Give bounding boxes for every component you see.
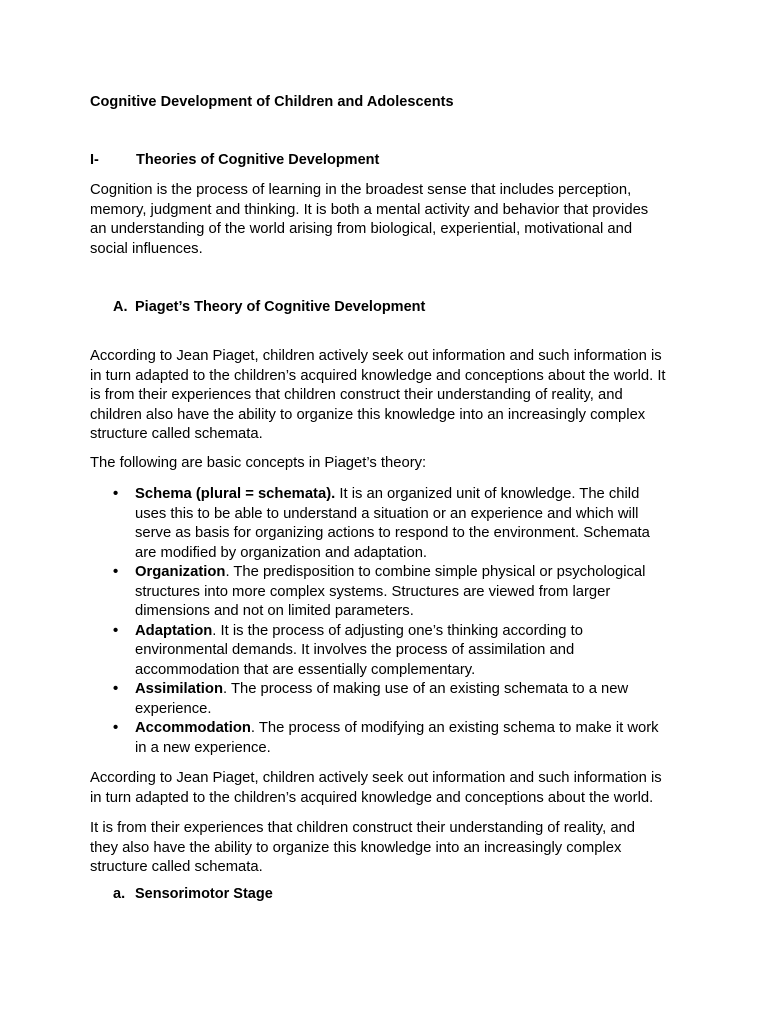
concept-text: . It is the process of adjusting one’s thinking according to (212, 622, 583, 639)
document-title: Cognitive Development of Children and Adolescents (90, 94, 454, 110)
text-line: environmental demands. It involves the process of assimilation and (135, 642, 575, 658)
bullet-icon: • (113, 622, 119, 639)
text-line: memory, judgment and thinking. It is both a mental activity and behavior that provides (90, 201, 649, 218)
section-heading (90, 152, 379, 168)
concepts-intro: The following are basic concepts in Piaget’s theory: (90, 455, 427, 471)
text-line: in a new experience. (135, 739, 271, 756)
list-item (90, 719, 690, 758)
subsection-marker: A. (113, 299, 128, 315)
section-title: Theories of Cognitive Development (136, 152, 380, 168)
subsection-title: Sensorimotor Stage (135, 886, 273, 902)
text-line: uses this to be able to understand a situation or an experience and which will (135, 505, 639, 522)
text-line: According to Jean Piaget, children actively seek out information and such information is (90, 770, 662, 786)
text-line: in turn adapted to the children’s acquired knowledge and conceptions about the world. (90, 789, 654, 806)
text-line: accommodation that are essentially complementary. (135, 661, 476, 678)
section-number: I- (90, 152, 99, 168)
concept-term: Adaptation (135, 622, 213, 639)
text-line: serve as basis for organizing actions to respond to the environment. Schemata (135, 525, 650, 541)
concept-text: . The process of modifying an existing schema to make it work (250, 720, 659, 736)
intro-paragraph (90, 181, 690, 259)
text-line: are modified by organization and adaptation. (135, 544, 428, 561)
text-line: According to Jean Piaget, children actively seek out information and such information is (90, 348, 662, 364)
concepts-list (90, 485, 690, 758)
concept-text: . The process of making use of an existing schemata to a new (222, 681, 629, 697)
text-line: social influences. (90, 240, 203, 257)
piaget-paragraph (90, 347, 690, 445)
experience-paragraph (90, 819, 690, 878)
subsection-heading-sensorimotor (113, 886, 273, 902)
text-line: structure called schemata. (90, 426, 263, 442)
bullet-icon: • (113, 564, 119, 580)
text-line: they also have the ability to organize this knowledge into an increasingly complex (90, 839, 622, 856)
text-line: It is from their experiences that children construct their understanding of reality, and (90, 820, 636, 836)
concept-term: Accommodation (135, 720, 251, 736)
text-line: structures into more complex systems. Structures are viewed from larger (135, 583, 611, 600)
text-line: in turn adapted to the children’s acquired knowledge and conceptions about the world. It (90, 367, 666, 384)
text-line: structure called schemata. (90, 859, 263, 875)
list-item (90, 485, 690, 563)
concept-text: . The predisposition to combine simple physical or psychological (225, 564, 646, 580)
concept-term: Schema (plural = schemata). (135, 486, 336, 502)
concept-text: It is an organized unit of knowledge. The child (335, 486, 640, 502)
bullet-icon: • (113, 486, 119, 502)
bullet-icon: • (113, 720, 119, 736)
text-line: an understanding of the world arising from biological, experiential, motivational and (90, 221, 633, 237)
subsection-heading-a (113, 299, 425, 315)
repeat-paragraph (90, 769, 690, 808)
concept-term: Assimilation (135, 681, 223, 697)
text-line: experience. (135, 700, 212, 717)
text-line: dimensions and not on limited parameters. (135, 603, 414, 619)
concept-term: Organization (135, 564, 226, 580)
list-item (90, 622, 690, 681)
text-line: children also have the ability to organize this knowledge into an increasingly complex (90, 406, 646, 423)
subsection-marker: a. (113, 886, 126, 902)
text-line: Cognition is the process of learning in the broadest sense that includes perception, (90, 182, 632, 198)
subsection-title: Piaget’s Theory of Cognitive Development (135, 299, 426, 315)
bullet-icon: • (113, 681, 119, 697)
list-item (90, 563, 690, 622)
list-item (90, 680, 690, 719)
text-line: is from their experiences that children construct their understanding of reality, and (90, 387, 623, 403)
